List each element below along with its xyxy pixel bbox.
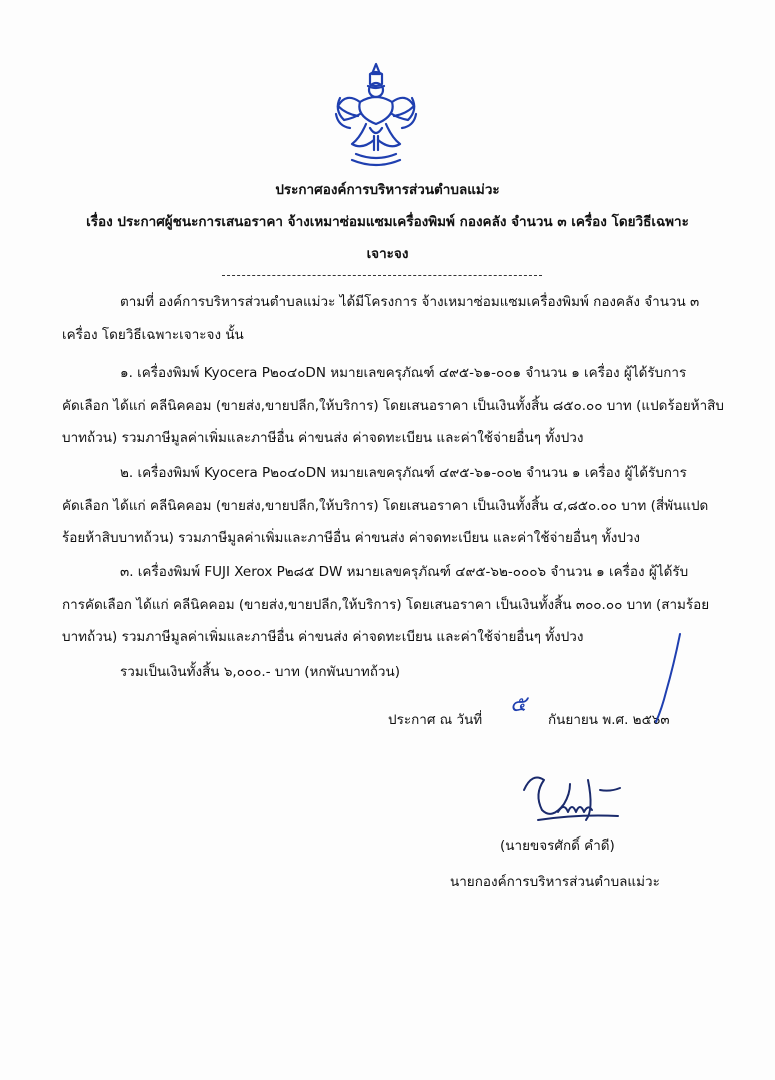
garuda-emblem-icon (330, 58, 422, 170)
item2-line-3: ร้อยห้าสิบบาทถ้วน) รวมภาษีมูลค่าเพิ่มและภาษีอื่น ค่าขนส่ง ค่าจดทะเบียน และค่าใช้จ่ายอื่นๆ ทั้งปวง (62, 530, 641, 546)
date-prefix: ประกาศ ณ วันที่ (388, 712, 483, 728)
item1-line-2: คัดเลือก ได้แก่ คลีนิคคอม (ขายส่ง,ขายปลีก,ให้บริการ) โดยเสนอราคา เป็นเงินทั้งสิ้น ๘๕๐.๐๐ บาท (แปดร้อยห้าสิบ (62, 398, 724, 414)
handwritten-flourish-icon (640, 630, 690, 730)
subject-line-1: เรื่อง ประกาศผู้ชนะการเสนอราคา จ้างเหมาซ่อมแซมเครื่องพิมพ์ กองคลัง จำนวน ๓ เครื่อง โดยวิธีเฉพาะ (86, 214, 689, 230)
signer-position: นายกองค์การบริหารส่วนตำบลแม่วะ (450, 874, 660, 890)
org-announcement-title: ประกาศองค์การบริหารส่วนตำบลแม่วะ (275, 182, 500, 198)
signer-name: (นายขจรศักดิ์ คำดี) (500, 838, 615, 854)
signature-icon (518, 760, 628, 830)
item1-line-1: ๑. เครื่องพิมพ์ Kyocera P๒๐๔๐DN หมายเลขครุภัณฑ์ ๔๙๕-๖๑-๐๐๑ จำนวน ๑ เครื่อง ผู้ได้รับการ (120, 365, 687, 381)
date-day-handwritten: ๕ (510, 692, 527, 717)
item3-line-3: บาทถ้วน) รวมภาษีมูลค่าเพิ่มและภาษีอื่น ค่าขนส่ง ค่าจดทะเบียน และค่าใช้จ่ายอื่นๆ ทั้งปวง (62, 629, 584, 645)
total-line: รวมเป็นเงินทั้งสิ้น ๖,๐๐๐.- บาท (หกพันบาทถ้วน) (120, 664, 400, 680)
subject-line-2: เจาะจง (366, 246, 409, 262)
date-suffix: กันยายน พ.ศ. ๒๕๖๓ (548, 712, 670, 728)
item3-line-2: การคัดเลือก ได้แก่ คลีนิคคอม (ขายส่ง,ขายปลีก,ให้บริการ) โดยเสนอราคา เป็นเงินทั้งสิ้น ๓๐๐.๐๐ บาท (สามร้อย (62, 597, 710, 613)
intro-line-2: เครื่อง โดยวิธีเฉพาะเจาะจง นั้น (62, 327, 244, 343)
divider-line (222, 275, 542, 276)
item3-line-1: ๓. เครื่องพิมพ์ FUJI Xerox P๒๘๕ DW หมายเลขครุภัณฑ์ ๔๙๕-๖๒-๐๐๐๖ จำนวน ๑ เครื่อง ผู้ได้รับ (120, 564, 689, 580)
item1-line-3: บาทถ้วน) รวมภาษีมูลค่าเพิ่มและภาษีอื่น ค่าขนส่ง ค่าจดทะเบียน และค่าใช้จ่ายอื่นๆ ทั้งปวง (62, 430, 584, 446)
item2-line-2: คัดเลือก ได้แก่ คลีนิคคอม (ขายส่ง,ขายปลีก,ให้บริการ) โดยเสนอราคา เป็นเงินทั้งสิ้น ๔,๘๕๐.๐๐ บาท (สี่พันแปด (62, 498, 709, 514)
intro-line-1: ตามที่ องค์การบริหารส่วนตำบลแม่วะ ได้มีโครงการ จ้างเหมาซ่อมแซมเครื่องพิมพ์ กองคลัง จำนวน ๓ (120, 294, 700, 310)
item2-line-1: ๒. เครื่องพิมพ์ Kyocera P๒๐๔๐DN หมายเลขครุภัณฑ์ ๔๙๕-๖๑-๐๐๒ จำนวน ๑ เครื่อง ผู้ได้รับการ (120, 465, 687, 481)
